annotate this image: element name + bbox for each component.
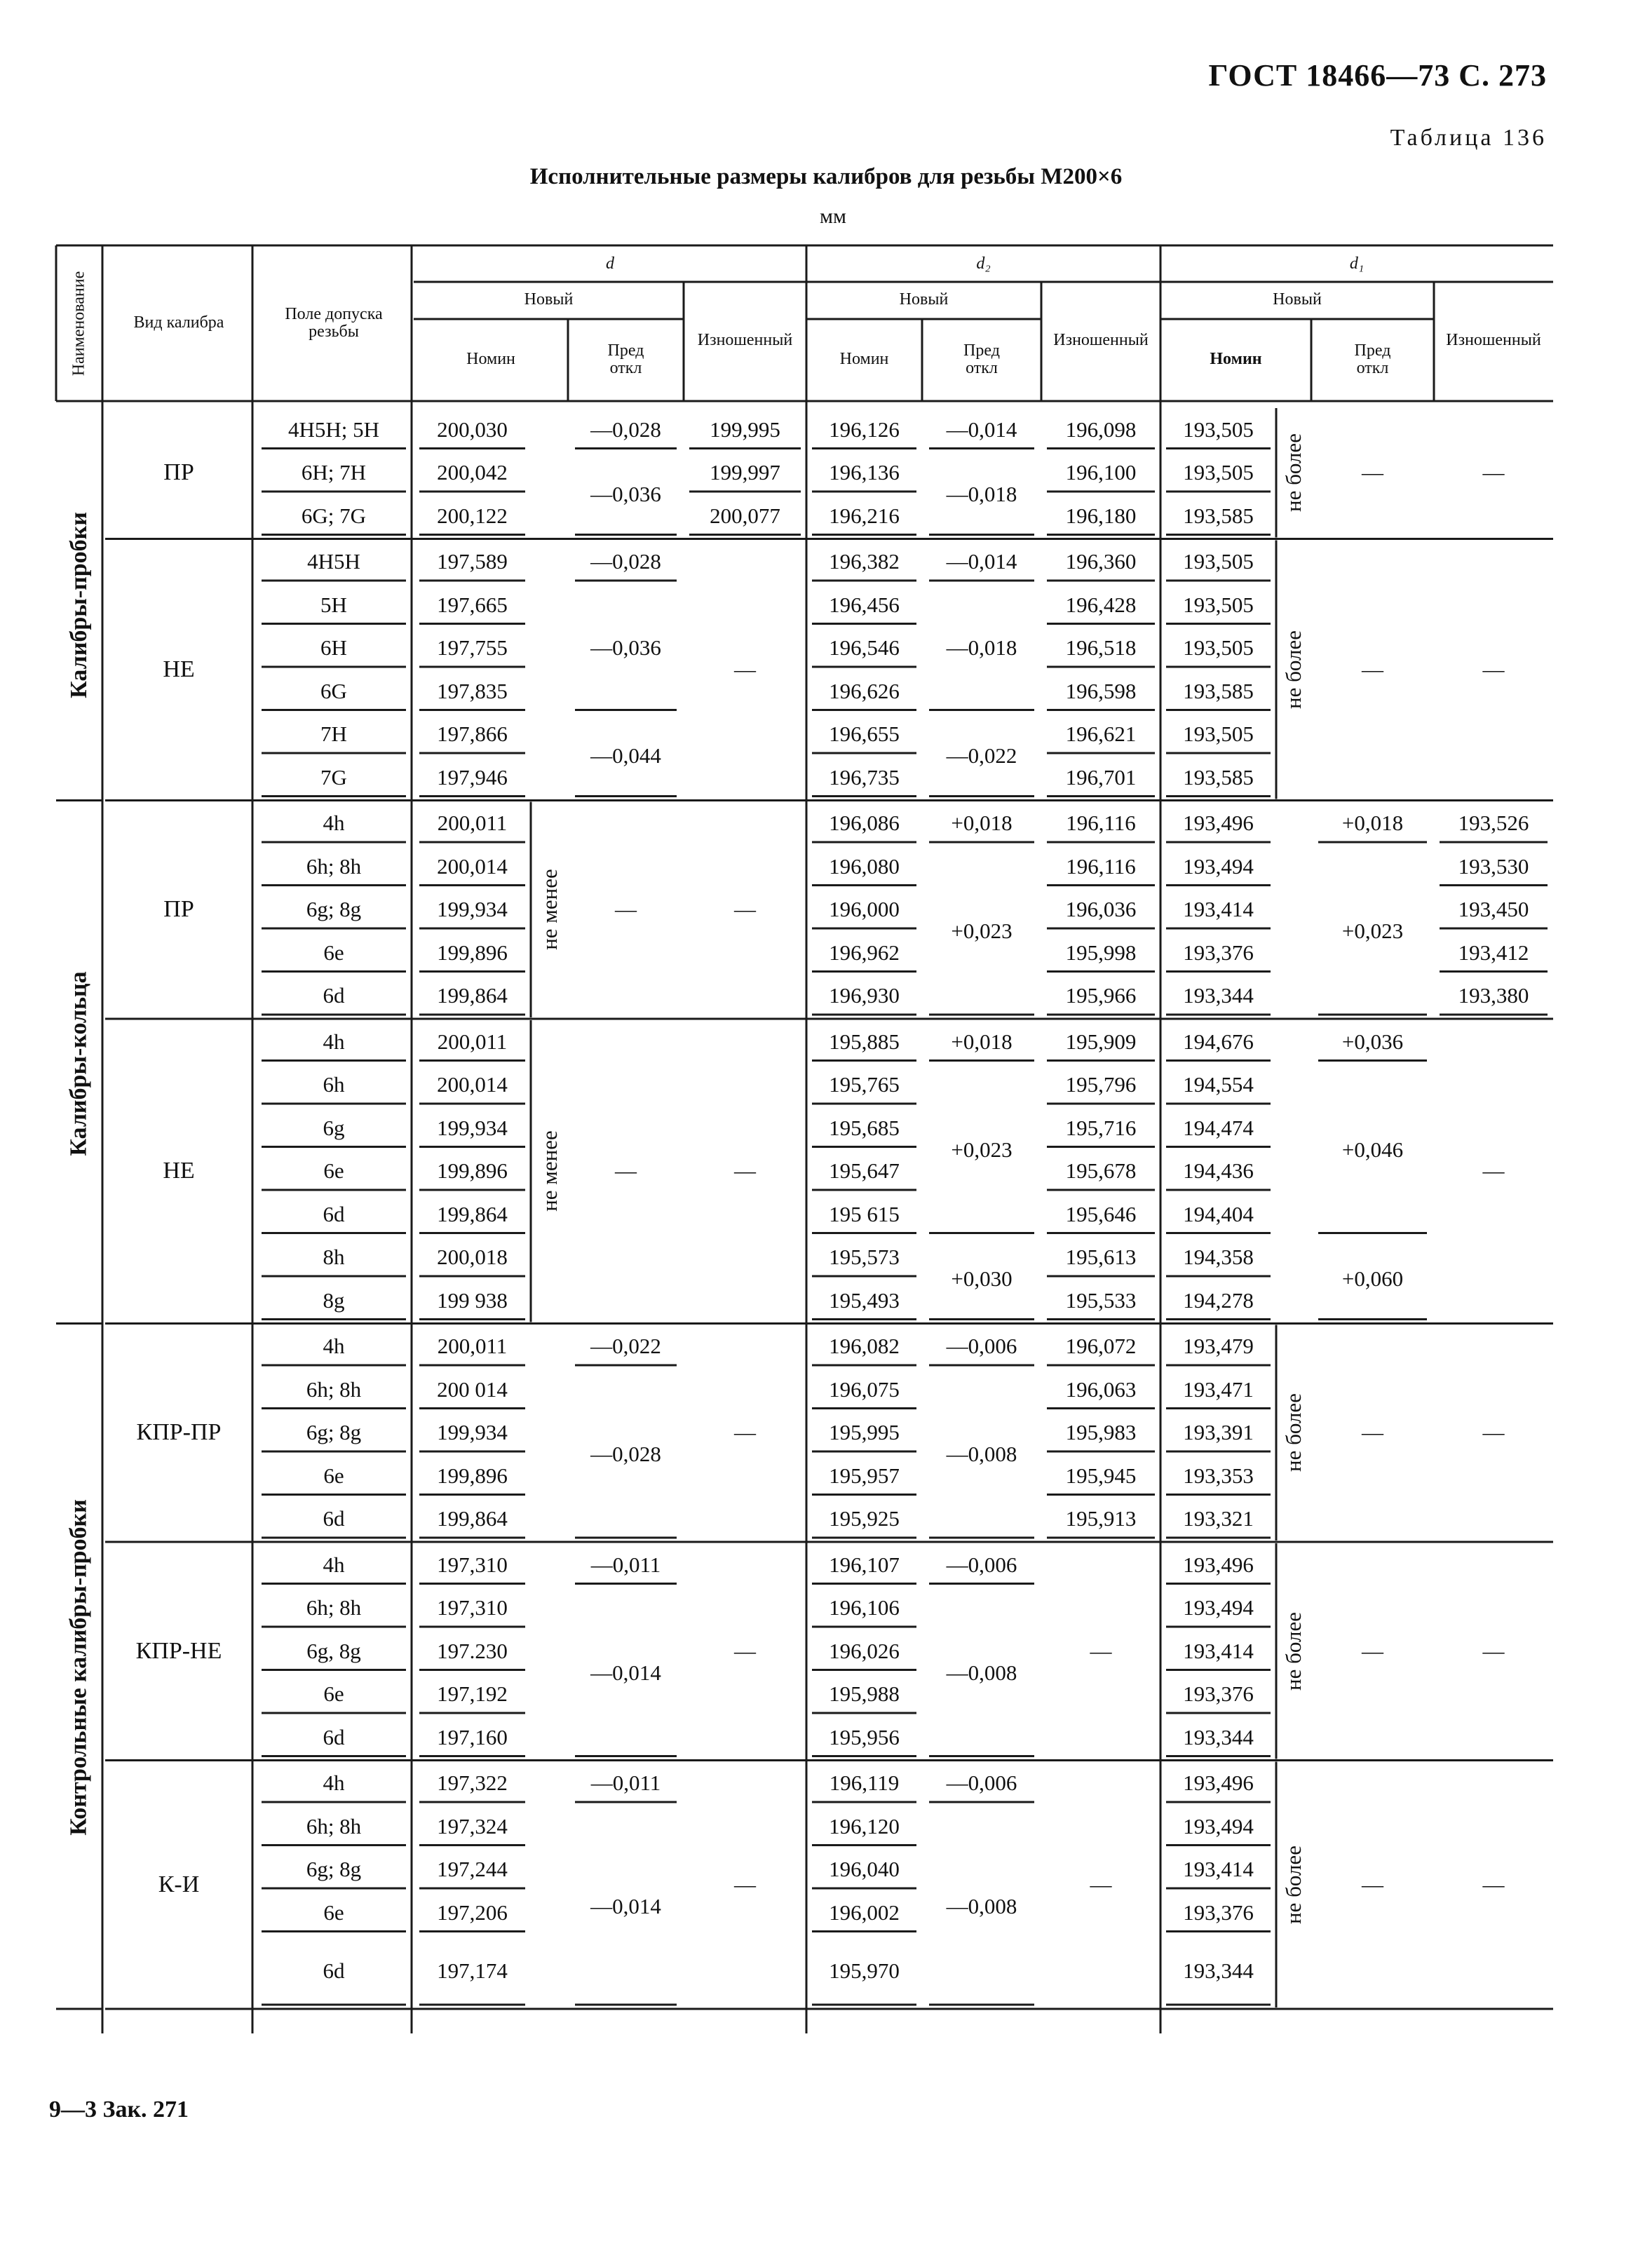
d-worn-cell: 200,077 <box>710 503 780 528</box>
d2-nominal-cell: 195 615 <box>829 1201 900 1226</box>
d1-nominal-cell: 193,344 <box>1183 1724 1254 1749</box>
tolerance-field-cell: 4h <box>323 1029 345 1054</box>
d2-worn-cell: 196,100 <box>1065 460 1137 485</box>
tolerance-field-cell: 6e <box>323 1463 344 1488</box>
tolerance-field-cell: 6g; 8g <box>306 897 362 922</box>
d1-nominal-cell: 193,471 <box>1183 1376 1254 1402</box>
d1-nominal-cell: 193,494 <box>1183 853 1254 879</box>
d-deviation-cell: —0,011 <box>590 1552 661 1577</box>
d2-nominal-cell: 196,655 <box>829 722 900 747</box>
tolerance-field-cell: 6e <box>323 1158 344 1184</box>
d1-nominal-cell: 193,505 <box>1183 635 1254 661</box>
tolerance-field-cell: 6e <box>323 1900 344 1925</box>
d2-deviation-cell: —0,018 <box>946 482 1017 506</box>
col-header-kind: Вид калибра <box>133 313 224 332</box>
tolerance-field-cell: 6G; 7G <box>301 503 367 528</box>
d2-nominal-cell: 196,735 <box>829 764 900 790</box>
tolerance-field-cell: 4h <box>323 1552 345 1577</box>
d2-deviation-cell: +0,018 <box>951 811 1013 836</box>
d1-nominal-cell: 193,414 <box>1183 1857 1254 1882</box>
d-deviation-cell: —0,022 <box>590 1334 661 1359</box>
d1-nominal-cell: 193,353 <box>1183 1463 1254 1488</box>
note-not-more: не более <box>1281 630 1306 709</box>
d1-nominal-cell: 193,505 <box>1183 417 1254 442</box>
d-worn-cell: 199,997 <box>710 460 780 485</box>
d-nominal-cell: 199,864 <box>437 983 508 1008</box>
d-nominal-cell: 197,589 <box>437 549 508 574</box>
d2-deviation-cell: —0,006 <box>946 1334 1017 1359</box>
d-nominal-cell: 197,835 <box>437 678 508 703</box>
d-worn-cell: — <box>734 1420 756 1445</box>
d-nominal-cell: 200,011 <box>437 1334 508 1359</box>
d2-worn-cell: 195,796 <box>1065 1072 1137 1097</box>
d1-nominal-cell: 193,344 <box>1183 1958 1254 1983</box>
d-nominal-cell: 197,192 <box>437 1681 508 1707</box>
d2-deviation-cell: +0,023 <box>951 1137 1013 1162</box>
d2-worn-cell: 196,518 <box>1065 635 1137 661</box>
d2-worn-cell: 196,116 <box>1066 853 1136 879</box>
d1-nominal-cell: 194,554 <box>1183 1072 1254 1097</box>
d-nominal-cell: 197,160 <box>437 1724 508 1749</box>
d2-nominal-cell: 195,970 <box>829 1958 900 1983</box>
d2-worn-cell: 196,116 <box>1066 811 1136 836</box>
tolerance-field-cell: 5Н <box>320 592 347 617</box>
d2-worn-cell: 196,428 <box>1065 592 1137 617</box>
d2-nominal-cell: 196,106 <box>829 1595 900 1620</box>
tolerance-field-cell: 4h <box>323 1334 345 1359</box>
d2-worn-cell: 196,036 <box>1065 897 1137 922</box>
d2-deviation-cell: —0,018 <box>946 635 1017 661</box>
d1-worn-cell: — <box>1482 1871 1505 1897</box>
tolerance-field-cell: 6h; 8h <box>306 1813 362 1838</box>
d2-worn-cell: 195,998 <box>1065 940 1137 965</box>
d-nominal-cell: 197,244 <box>437 1857 508 1882</box>
d2-nominal-cell: 196,086 <box>829 811 900 836</box>
d2-nominal-cell: 195,988 <box>829 1681 900 1707</box>
tolerance-field-cell: 6G <box>320 678 347 703</box>
note-not-less: не менее <box>536 869 562 951</box>
col-header-d-new: Новый <box>524 290 574 309</box>
d2-worn-cell: 195,966 <box>1065 983 1137 1008</box>
d2-nominal-cell: 196,136 <box>829 460 900 485</box>
d1-deviation-cell: — <box>1362 657 1383 682</box>
tolerance-field-cell: 6d <box>323 983 345 1008</box>
note-not-less: не менее <box>536 1130 562 1212</box>
d2-nominal-cell: 195,995 <box>829 1420 900 1445</box>
d-nominal-cell: 200 014 <box>437 1376 508 1402</box>
d1-worn-cell: — <box>1482 657 1505 682</box>
d2-nominal-cell: 195,765 <box>829 1072 900 1097</box>
col-header-d2-nom: Номин <box>839 350 889 369</box>
d1-nominal-cell: 194,436 <box>1183 1158 1254 1184</box>
d-deviation-cell: —0,036 <box>590 635 661 661</box>
d2-deviation-cell: +0,030 <box>951 1266 1013 1291</box>
d-nominal-cell: 197,665 <box>437 592 508 617</box>
d2-nominal-cell: 195,493 <box>829 1287 900 1313</box>
d2-worn-cell: 195,945 <box>1065 1463 1137 1488</box>
d-worn-cell: — <box>734 1158 756 1184</box>
col-header-d1-nom: Номин <box>1210 350 1262 369</box>
d-nominal-cell: 199,934 <box>437 897 508 922</box>
d1-worn-cell: 193,450 <box>1458 897 1529 922</box>
d-worn-cell: — <box>734 1638 756 1663</box>
d1-nominal-cell: 193,344 <box>1183 983 1254 1008</box>
d2-nominal-cell: 196,026 <box>829 1638 900 1663</box>
tolerance-field-cell: 4Н5Н; 5Н <box>287 417 380 442</box>
d-worn-cell: 199,995 <box>710 417 780 442</box>
d2-worn-cell: 195,716 <box>1065 1115 1137 1140</box>
col-header-d1-dev: Пред откл <box>1354 341 1391 377</box>
col-header-d1-worn: Изношенный <box>1446 331 1541 350</box>
d2-nominal-cell: 196,546 <box>829 635 900 661</box>
tolerance-field-cell: 6Н <box>320 635 347 661</box>
d-deviation-cell: —0,014 <box>590 1660 661 1685</box>
d-worn-cell: — <box>734 1871 756 1897</box>
d-nominal-cell: 197,310 <box>437 1552 508 1577</box>
d2-deviation-cell: —0,006 <box>946 1552 1017 1577</box>
d-nominal-cell: 199,896 <box>437 940 508 965</box>
d1-nominal-cell: 193,496 <box>1183 811 1254 836</box>
d1-worn-cell: 193,526 <box>1458 811 1529 836</box>
d-worn-cell: — <box>734 657 756 682</box>
tolerance-field-cell: 6d <box>323 1958 345 1983</box>
tolerance-field-cell: 4h <box>323 811 345 836</box>
d1-nominal-cell: 193,414 <box>1183 1638 1254 1663</box>
d-deviation-cell: —0,028 <box>590 1442 661 1466</box>
d1-nominal-cell: 193,479 <box>1183 1334 1254 1359</box>
d1-nominal-cell: 193,494 <box>1183 1813 1254 1838</box>
d1-nominal-cell: 193,585 <box>1183 764 1254 790</box>
d1-deviation-cell: — <box>1362 1420 1383 1445</box>
d-nominal-cell: 200,042 <box>437 460 508 485</box>
gauge-kind-label: КПР-НЕ <box>135 1637 222 1664</box>
col-header-tolerance-field: Поле допуска резьбы <box>285 304 383 341</box>
d2-deviation-cell: —0,008 <box>946 1893 1017 1918</box>
d2-nominal-cell: 195,573 <box>829 1245 900 1270</box>
group-name-label: Калибры-кольца <box>66 970 93 1156</box>
gauge-kind-label: КПР-ПР <box>136 1419 222 1446</box>
d2-nominal-cell: 196,626 <box>829 678 900 703</box>
d2-worn-cell: 196,063 <box>1065 1376 1137 1402</box>
d-deviation-cell: —0,014 <box>590 1893 661 1918</box>
d-nominal-cell: 199,934 <box>437 1115 508 1140</box>
tolerance-field-cell: 7Н <box>320 722 347 747</box>
tolerance-field-cell: 6h; 8h <box>306 1376 362 1402</box>
d2-deviation-cell: —0,006 <box>946 1770 1017 1796</box>
col-header-d-worn: Изношенный <box>697 331 793 350</box>
table-unit: мм <box>820 205 846 228</box>
d2-worn-cell: 195,533 <box>1065 1287 1137 1313</box>
d2-worn-cell: 196,701 <box>1065 764 1137 790</box>
col-header-d2-dev: Пред откл <box>963 341 1000 377</box>
d2-nominal-cell: 195,647 <box>829 1158 900 1184</box>
d1-nominal-cell: 193,376 <box>1183 940 1254 965</box>
col-header-name: Наименование <box>69 271 88 376</box>
col-header-d2-worn: Изношенный <box>1053 331 1149 350</box>
d1-deviation-cell: — <box>1362 1638 1383 1663</box>
d2-worn-cell: 195,678 <box>1065 1158 1137 1184</box>
gauge-kind-label: НЕ <box>163 656 195 682</box>
d1-nominal-cell: 194,358 <box>1183 1245 1254 1270</box>
d-nominal-cell: 200,018 <box>437 1245 508 1270</box>
gauge-kind-label: ПР <box>163 896 194 923</box>
d1-nominal-cell: 193,585 <box>1183 503 1254 528</box>
d1-nominal-cell: 193,376 <box>1183 1900 1254 1925</box>
tolerance-field-cell: 7G <box>320 764 347 790</box>
d1-nominal-cell: 193,505 <box>1183 592 1254 617</box>
col-header-d2: d₂ <box>976 255 991 273</box>
d2-deviation-cell: +0,018 <box>951 1029 1013 1054</box>
d1-deviation-cell: +0,023 <box>1341 919 1404 943</box>
tolerance-field-cell: 6h; 8h <box>306 1595 362 1620</box>
d2-worn-cell: 196,598 <box>1065 678 1137 703</box>
d1-nominal-cell: 193,585 <box>1183 678 1254 703</box>
d-nominal-cell: 197,866 <box>437 722 508 747</box>
d2-deviation-cell: +0,023 <box>951 919 1013 943</box>
d2-worn-cell: 196,621 <box>1065 722 1137 747</box>
d1-nominal-cell: 193,505 <box>1183 460 1254 485</box>
d-nominal-cell: 200,011 <box>437 1029 508 1054</box>
d2-nominal-cell: 196,119 <box>829 1770 900 1796</box>
gauge-kind-label: ПР <box>163 459 194 486</box>
d-deviation-cell: —0,028 <box>590 549 661 574</box>
d2-nominal-cell: 196,075 <box>829 1376 900 1402</box>
d2-nominal-cell: 196,962 <box>829 940 900 965</box>
d-nominal-cell: 197,946 <box>437 764 508 790</box>
d2-nominal-cell: 196,000 <box>829 897 900 922</box>
col-header-d-dev: Пред откл <box>607 341 644 377</box>
d2-nominal-cell: 196,120 <box>829 1813 900 1838</box>
d2-nominal-cell: 195,956 <box>829 1724 900 1749</box>
d1-nominal-cell: 193,321 <box>1183 1506 1254 1531</box>
d1-nominal-cell: 194,676 <box>1183 1029 1254 1054</box>
d-deviation-cell: —0,044 <box>590 743 661 768</box>
d2-nominal-cell: 196,082 <box>829 1334 900 1359</box>
d1-nominal-cell: 193,505 <box>1183 549 1254 574</box>
tolerance-field-cell: 4h <box>323 1770 345 1796</box>
d2-worn-cell: 196,360 <box>1065 549 1137 574</box>
col-header-d1: d₁ <box>1349 255 1365 273</box>
d2-worn-cell: — <box>1090 1871 1112 1897</box>
tolerance-field-cell: 6Н; 7Н <box>301 460 367 485</box>
d1-worn-cell: — <box>1482 1158 1505 1184</box>
d2-deviation-cell: —0,008 <box>946 1442 1017 1466</box>
d-nominal-cell: 199,864 <box>437 1506 508 1531</box>
tolerance-field-cell: 6e <box>323 940 344 965</box>
note-not-more: не более <box>1281 1393 1306 1472</box>
d2-worn-cell: 195,613 <box>1065 1245 1137 1270</box>
d1-nominal-cell: 194,474 <box>1183 1115 1254 1140</box>
tolerance-field-cell: 6g; 8g <box>306 1420 362 1445</box>
d-nominal-cell: 200,122 <box>437 503 508 528</box>
d-deviation-cell: — <box>615 1158 637 1184</box>
d2-worn-cell: 195,983 <box>1065 1420 1137 1445</box>
tolerance-field-cell: 6e <box>323 1681 344 1707</box>
d2-nominal-cell: 196,216 <box>829 503 900 528</box>
d1-nominal-cell: 193,496 <box>1183 1552 1254 1577</box>
d1-worn-cell: — <box>1482 1638 1505 1663</box>
d1-deviation-cell: — <box>1362 460 1383 485</box>
page-footer: 9—3 Зак. 271 <box>49 2097 189 2122</box>
d2-deviation-cell: —0,014 <box>946 549 1017 574</box>
d1-nominal-cell: 193,414 <box>1183 897 1254 922</box>
col-header-d1-new: Новый <box>1273 290 1322 309</box>
d-nominal-cell: 200,014 <box>437 1072 508 1097</box>
col-header-d2-new: Новый <box>899 290 949 309</box>
d-deviation-cell: —0,028 <box>590 417 661 442</box>
d1-worn-cell: 193,530 <box>1458 853 1529 879</box>
d-nominal-cell: 199,896 <box>437 1158 508 1184</box>
tolerance-field-cell: 6g; 8g <box>306 1857 362 1882</box>
d1-nominal-cell: 193,376 <box>1183 1681 1254 1707</box>
d2-nominal-cell: 196,107 <box>829 1552 900 1577</box>
note-not-more: не более <box>1281 1845 1306 1924</box>
d-worn-cell: — <box>734 897 756 922</box>
d1-nominal-cell: 193,494 <box>1183 1595 1254 1620</box>
table-caption: Исполнительные размеры калибров для резьбы М200×6 <box>529 164 1123 189</box>
tolerance-field-cell: 8h <box>323 1245 345 1270</box>
gauge-kind-label: К-И <box>158 1871 200 1897</box>
d1-deviation-cell: +0,060 <box>1341 1266 1404 1291</box>
d1-deviation-cell: — <box>1362 1871 1383 1897</box>
tolerance-field-cell: 4Н5Н <box>307 549 360 574</box>
d2-nominal-cell: 196,080 <box>829 853 900 879</box>
d2-deviation-cell: —0,014 <box>946 417 1017 442</box>
d2-nominal-cell: 195,685 <box>829 1115 900 1140</box>
d-nominal-cell: 200,030 <box>437 417 508 442</box>
d2-nominal-cell: 196,930 <box>829 983 900 1008</box>
d-deviation-cell: — <box>615 897 637 922</box>
d1-nominal-cell: 193,391 <box>1183 1420 1254 1445</box>
d-deviation-cell: —0,036 <box>590 482 661 506</box>
d1-deviation-cell: +0,046 <box>1341 1137 1404 1162</box>
d2-worn-cell: 196,072 <box>1065 1334 1137 1359</box>
d2-deviation-cell: —0,008 <box>946 1660 1017 1685</box>
d1-worn-cell: 193,380 <box>1458 983 1529 1008</box>
tolerance-field-cell: 6d <box>323 1201 345 1226</box>
d-nominal-cell: 197,322 <box>437 1770 508 1796</box>
tolerance-field-cell: 6g, 8g <box>306 1638 361 1663</box>
d2-worn-cell: 196,098 <box>1065 417 1137 442</box>
d2-deviation-cell: —0,022 <box>946 743 1017 768</box>
d1-deviation-cell: +0,018 <box>1341 811 1404 836</box>
d2-nominal-cell: 196,126 <box>829 417 900 442</box>
d2-nominal-cell: 195,957 <box>829 1463 900 1488</box>
d-nominal-cell: 199,896 <box>437 1463 508 1488</box>
d-deviation-cell: —0,011 <box>590 1770 661 1796</box>
d-nominal-cell: 197,174 <box>437 1958 508 1983</box>
d2-nominal-cell: 196,456 <box>829 592 900 617</box>
d1-nominal-cell: 193,505 <box>1183 722 1254 747</box>
gauge-kind-label: НЕ <box>163 1158 195 1184</box>
d2-worn-cell: 195,909 <box>1065 1029 1137 1054</box>
col-header-d-nom: Номин <box>466 350 515 369</box>
d2-worn-cell: — <box>1090 1638 1112 1663</box>
tolerance-field-cell: 6d <box>323 1506 345 1531</box>
d1-worn-cell: — <box>1482 1420 1505 1445</box>
d2-worn-cell: 196,180 <box>1065 503 1137 528</box>
d-nominal-cell: 197,324 <box>437 1813 508 1838</box>
d1-worn-cell: — <box>1482 460 1505 485</box>
d2-nominal-cell: 195,885 <box>829 1029 900 1054</box>
tolerance-field-cell: 6g <box>323 1115 345 1140</box>
d2-nominal-cell: 196,040 <box>829 1857 900 1882</box>
d-nominal-cell: 197,206 <box>437 1900 508 1925</box>
d-nominal-cell: 197.230 <box>437 1638 508 1663</box>
note-not-more: не более <box>1281 1611 1306 1691</box>
col-header-d: d <box>606 255 614 273</box>
d2-nominal-cell: 196,382 <box>829 549 900 574</box>
group-name-label: Калибры-пробки <box>66 511 92 698</box>
d1-nominal-cell: 194,404 <box>1183 1201 1254 1226</box>
tolerance-field-cell: 6d <box>323 1724 345 1749</box>
table-number: Таблица 136 <box>1390 125 1547 151</box>
d-nominal-cell: 197,310 <box>437 1595 508 1620</box>
d-nominal-cell: 199 938 <box>437 1287 508 1313</box>
tolerance-field-cell: 8g <box>323 1287 345 1313</box>
d-nominal-cell: 200,011 <box>437 811 508 836</box>
d1-nominal-cell: 193,496 <box>1183 1770 1254 1796</box>
d1-nominal-cell: 194,278 <box>1183 1287 1254 1313</box>
d1-deviation-cell: +0,036 <box>1341 1029 1404 1054</box>
d2-nominal-cell: 196,002 <box>829 1900 900 1925</box>
page-header-title: ГОСТ 18466—73 С. 273 <box>1208 58 1547 93</box>
d-nominal-cell: 199,864 <box>437 1201 508 1226</box>
tolerance-field-cell: 6h; 8h <box>306 853 362 879</box>
d2-worn-cell: 195,913 <box>1065 1506 1137 1531</box>
note-not-more: не более <box>1281 433 1306 513</box>
d-nominal-cell: 197,755 <box>437 635 508 661</box>
group-name-label: Контрольные калибры-пробки <box>66 1499 92 1836</box>
d2-nominal-cell: 195,925 <box>829 1506 900 1531</box>
tolerance-field-cell: 6h <box>323 1072 345 1097</box>
d-nominal-cell: 200,014 <box>437 853 508 879</box>
d1-worn-cell: 193,412 <box>1458 940 1529 965</box>
d2-worn-cell: 195,646 <box>1065 1201 1137 1226</box>
d-nominal-cell: 199,934 <box>437 1420 508 1445</box>
